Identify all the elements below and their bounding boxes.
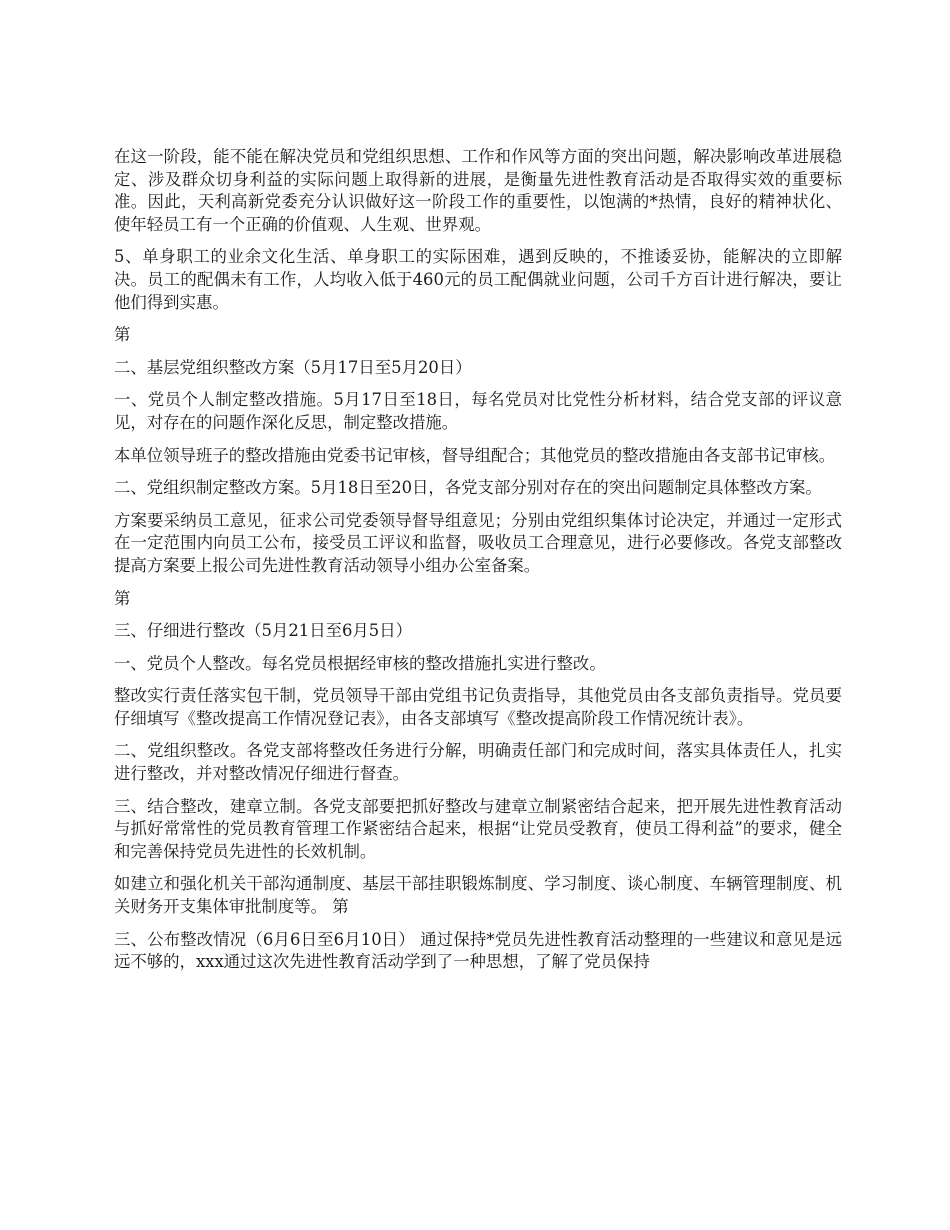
paragraph: 整改实行责任落实包干制，党员领导干部由党组书记负责指导，其他党员由各支部负责指导。党员要仔细填写《整改提高工作情况登记表》，由各支部填写《整改提高阶段工作情况统计表》。 bbox=[114, 686, 842, 728]
paragraph: 在这一阶段，能不能在解决党员和党组织思想、工作和作风等方面的突出问题，解决影响改革进展稳定、涉及群众切身利益的实际问题上取得新的进展，是衡量先进性教育活动是否取得实效的重要标准。因此，天利高新党委充分认识做好这一阶段工作的重要性，以饱满的*热情，良好的精神状化、使年轻员工有一个正确的价值观、人生观、世界观。 bbox=[114, 147, 842, 234]
paragraph: 方案要采纳员工意见，征求公司党委领导督导组意见；分别由党组织集体讨论决定，并通过一定形式在一定范围内向员工公布，接受员工评议和监督，吸收员工合理意见，进行必要修改。各党支部整改提高方案要上报公司先进性教育活动领导小组办公室备案。 bbox=[114, 510, 842, 575]
section-marker: 第 bbox=[114, 588, 131, 608]
paragraph: 5、单身职工的业余文化生活、单身职工的实际困难，遇到反映的，不推诿妥协，能解决的立即解决。员工的配偶未有工作，人均收入低于460元的员工配偶就业问题，公司千方百计进行解决，要让他们得到实惠。 bbox=[114, 247, 842, 312]
paragraph: 二、党组织整改。各党支部将整改任务进行分解，明确责任部门和完成时间，落实具体责任人，扎实进行整改，并对整改情况仔细进行督查。 bbox=[114, 741, 842, 784]
paragraph: 如建立和强化机关干部沟通制度、基层干部挂职锻炼制度、学习制度、谈心制度、车辆管理制度、机关财务开支集体审批制度等。 第 bbox=[114, 874, 842, 917]
paragraph: 本单位领导班子的整改措施由党委书记审核，督导组配合；其他党员的整改措施由各支部书记审核。 bbox=[114, 445, 836, 465]
document-body bbox=[114, 146, 842, 984]
paragraph: 二、党组织制定整改方案。5月18日至20日，各党支部分别对存在的突出问题制定具体整改方案。 bbox=[114, 478, 822, 498]
paragraph: 一、党员个人制定整改措施。5月17日至18日，每名党员对比党性分析材料，结合党支部的评议意见，对存在的问题作深化反思，制定整改措施。 bbox=[114, 390, 842, 432]
paragraph: 三、公布整改情况（6月6日至6月10日） 通过保持*党员先进性教育活动整理的一些建议和意见是远远不够的，xxx通过这次先进性教育活动学到了一种思想，了解了党员保持 bbox=[114, 929, 842, 972]
section-heading: 二、基层党组织整改方案（5月17日至5月20日） bbox=[114, 357, 472, 377]
section-marker: 第 bbox=[114, 325, 131, 345]
section-heading: 三、仔细进行整改（5月21日至6月5日） bbox=[114, 621, 412, 641]
paragraph: 一、党员个人整改。每名党员根据经审核的整改措施扎实进行整改。 bbox=[114, 653, 606, 673]
paragraph: 三、结合整改，建章立制。各党支部要把抓好整改与建章立制紧密结合起来，把开展先进性教育活动与抓好常常性的党员教育管理工作紧密结合起来，根据“让党员受教育，使员工得利益”的要求，健全和完善保持党员先进性的长效机制。 bbox=[114, 796, 842, 861]
